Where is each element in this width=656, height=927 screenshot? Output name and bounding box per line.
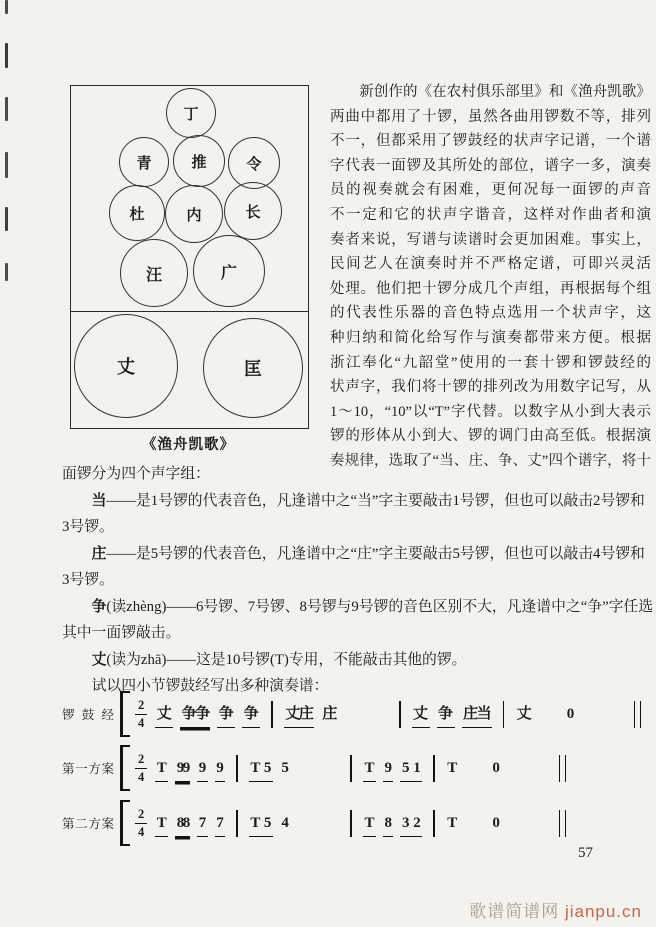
score-note: T xyxy=(447,814,458,831)
text-line: 1～10，“10”以“T”字代替。以数字从小到大表示 xyxy=(330,403,651,420)
score-cells xyxy=(155,810,566,837)
gong-circle: 推 xyxy=(173,135,225,187)
spacer xyxy=(583,727,623,728)
text-line xyxy=(62,620,648,647)
score-note: 5 xyxy=(281,759,289,776)
text-segment: 丈 xyxy=(91,651,107,668)
score-note: 7 xyxy=(197,814,208,837)
text-line: 的代表性乐器的音色特点选用一个状声字，这 xyxy=(330,305,651,322)
score-note: T xyxy=(155,759,168,782)
text-line: 字代表一面锣及其所处的部位，谱字一多，演奏 xyxy=(330,157,651,174)
barline xyxy=(433,810,435,837)
spacer xyxy=(466,781,484,782)
text-line: 民间艺人在演奏时并不严格定谱，可即兴灵活 xyxy=(330,256,651,273)
barline xyxy=(433,755,435,782)
text-segment: 当 xyxy=(91,492,107,509)
time-signature xyxy=(135,699,147,729)
score-row-label: 第一方案 xyxy=(62,762,114,776)
text-line: 奏规律，选取了“当、庄、争、丈”四个谱字，将十 xyxy=(330,452,651,469)
spine-mark xyxy=(5,207,8,231)
gong-circle: 匡 xyxy=(203,318,303,418)
score-note: 争 xyxy=(437,705,455,728)
score-note: T 5 xyxy=(249,759,273,782)
barline xyxy=(350,755,352,782)
gong-circle: 杜 xyxy=(109,185,165,241)
text-line xyxy=(62,647,648,674)
text-segment: (读zhèng)——6号锣、7号锣、8号锣与9号锣的音色区别不大，凡逢谱中之“争”字任选 xyxy=(106,598,654,615)
gong-circle: 丁 xyxy=(166,88,216,138)
system-bracket xyxy=(120,691,130,737)
time-signature-numerator: 2 xyxy=(135,753,147,769)
barline xyxy=(350,810,352,837)
barline xyxy=(271,701,273,728)
barline xyxy=(236,810,238,837)
score-cells xyxy=(155,755,566,782)
spacer xyxy=(297,836,339,837)
score-note: 庄当 xyxy=(462,705,492,728)
text-line: 奏者来说，写谱与读谱时会更加困难。事实上， xyxy=(330,231,651,248)
watermark-url: jianpu.cn xyxy=(564,902,642,921)
score-note: 9 xyxy=(215,759,226,782)
score-note: T xyxy=(363,814,376,837)
barline xyxy=(503,701,505,728)
text-line: 新创作的《在农村俱乐部里》和《渔舟凯歌》 xyxy=(330,84,651,100)
score-note: T 5 xyxy=(249,814,273,837)
body-text xyxy=(62,461,654,700)
spacer xyxy=(466,836,484,837)
system-bracket xyxy=(120,745,130,791)
text-line: 种归纳和简化给写作与演奏都带来方便。根据 xyxy=(330,329,651,346)
gong-circle: 汪 xyxy=(120,239,188,307)
score-row-label: 第二方案 xyxy=(62,817,114,831)
diagram-divider-line xyxy=(70,311,309,312)
score-note: 争 xyxy=(242,705,260,728)
text-line: 两曲中都用了十锣，虽然各曲用锣数不等，排列 xyxy=(330,108,651,125)
score-note: 7 xyxy=(215,814,226,837)
score-note: 庄 xyxy=(322,705,338,722)
time-signature-numerator: 2 xyxy=(135,808,147,824)
diagram-caption: 《渔舟凯歌》 xyxy=(142,437,235,453)
text-segment: 面锣分为四个声字组： xyxy=(62,466,210,482)
score-note: 丈庄 xyxy=(284,705,314,728)
time-signature-numerator: 2 xyxy=(135,699,147,715)
text-segment: (读为zhā)——这是10号锣(T)专用，不能敲击其他的锣。 xyxy=(106,651,467,668)
text-segment: 3号锣。 xyxy=(62,572,114,588)
text-segment: ——是5号锣的代表音色，凡逢谱中之“庄”字主要敲击5号锣，但也可以敲击4号锣和 xyxy=(106,545,645,562)
score-note: 88 xyxy=(175,814,190,837)
score-note: 4 xyxy=(281,814,289,831)
gong-circle: 广 xyxy=(193,235,265,307)
gong-circle: 令 xyxy=(228,137,280,189)
text-segment: 争 xyxy=(91,598,107,615)
spine-mark xyxy=(5,97,8,121)
text-segment: ——是1号锣的代表音色，凡逢谱中之“当”字主要敲击1号锣，但也可以敲击2号锣和 xyxy=(106,492,645,509)
score-note: T xyxy=(363,759,376,782)
text-segment: 庄 xyxy=(91,545,107,562)
text-line: 不一定和它的状声字谐音，这样对作曲者和演 xyxy=(330,206,651,223)
page-number: 57 xyxy=(578,845,593,861)
text-line xyxy=(62,514,648,541)
barline xyxy=(236,755,238,782)
text-line: 员的视奏就会有困难，更何况每一面锣的声音 xyxy=(330,182,651,199)
score-note: 99 xyxy=(175,759,190,782)
watermark-site-name: 歌谱简谱网 xyxy=(469,902,560,921)
score-cells xyxy=(155,701,640,728)
score-note: 争 xyxy=(217,705,235,728)
gong-circle: 内 xyxy=(165,185,223,243)
system-bracket xyxy=(120,800,130,846)
final-barline xyxy=(634,701,641,728)
score-note: 丈 xyxy=(412,705,430,728)
gong-circle: 丈 xyxy=(74,314,178,418)
time-signature-denominator: 4 xyxy=(138,824,145,839)
score-row-label: 锣鼓经 xyxy=(62,708,114,722)
score-note: 0 xyxy=(566,705,575,722)
watermark xyxy=(469,897,642,922)
score-row xyxy=(62,800,566,846)
score-row xyxy=(62,745,566,791)
score-note: 0 xyxy=(492,814,500,831)
score-note: 0 xyxy=(492,759,500,776)
score-note: 3 2 xyxy=(400,814,422,837)
text-line xyxy=(62,541,648,568)
time-signature-denominator: 4 xyxy=(138,769,145,784)
spacer xyxy=(346,727,388,728)
spine-mark xyxy=(5,152,8,178)
text-line xyxy=(62,567,648,594)
text-line: 不一，但都采用了锣鼓经的状声字记谱，一个谱 xyxy=(330,133,651,150)
score-note: 8 xyxy=(383,814,394,837)
text-segment: 3号锣。 xyxy=(62,519,114,535)
text-line xyxy=(62,461,648,488)
text-line xyxy=(62,594,654,621)
spine-mark xyxy=(5,263,8,281)
spine-mark xyxy=(5,43,8,68)
text-segment: 试以四小节锣鼓经写出多种演奏谱： xyxy=(91,678,329,694)
gong-circle: 青 xyxy=(119,137,169,187)
time-signature xyxy=(135,753,147,783)
right-column xyxy=(330,80,651,474)
score-note: T xyxy=(155,814,168,837)
score-note: T xyxy=(447,759,458,776)
gong-diagram xyxy=(70,85,309,429)
final-barline xyxy=(559,755,566,782)
score-note: 丈 xyxy=(516,705,532,722)
score-note: 5 1 xyxy=(400,759,422,782)
text-line: 锣的形体从小到大、锣的调门由高至低。根据演 xyxy=(330,428,651,445)
text-line: 处理。他们把十锣分成几个声组，再根据每个组 xyxy=(330,280,651,297)
spacer xyxy=(297,781,339,782)
barline xyxy=(399,701,401,728)
gong-circle: 长 xyxy=(224,182,282,240)
text-line: 浙江奉化“九韶堂”使用的一套十锣和锣鼓经的 xyxy=(330,354,651,371)
score-note: 9 xyxy=(197,759,208,782)
score-note: 丈 xyxy=(155,705,173,728)
spacer xyxy=(508,781,548,782)
text-segment: 其中一面锣敲击。 xyxy=(62,625,181,641)
score-note: 9 xyxy=(383,759,394,782)
text-line: 状声字，我们将十锣的排列改为用数字记写，从 xyxy=(330,379,651,396)
spacer xyxy=(508,836,548,837)
text-line xyxy=(62,488,648,515)
time-signature-denominator: 4 xyxy=(138,715,145,730)
time-signature xyxy=(135,808,147,838)
score-row xyxy=(62,691,641,737)
score-note: 争争 xyxy=(180,705,210,728)
spine-mark xyxy=(5,0,8,14)
final-barline xyxy=(559,810,566,837)
spacer xyxy=(540,727,558,728)
